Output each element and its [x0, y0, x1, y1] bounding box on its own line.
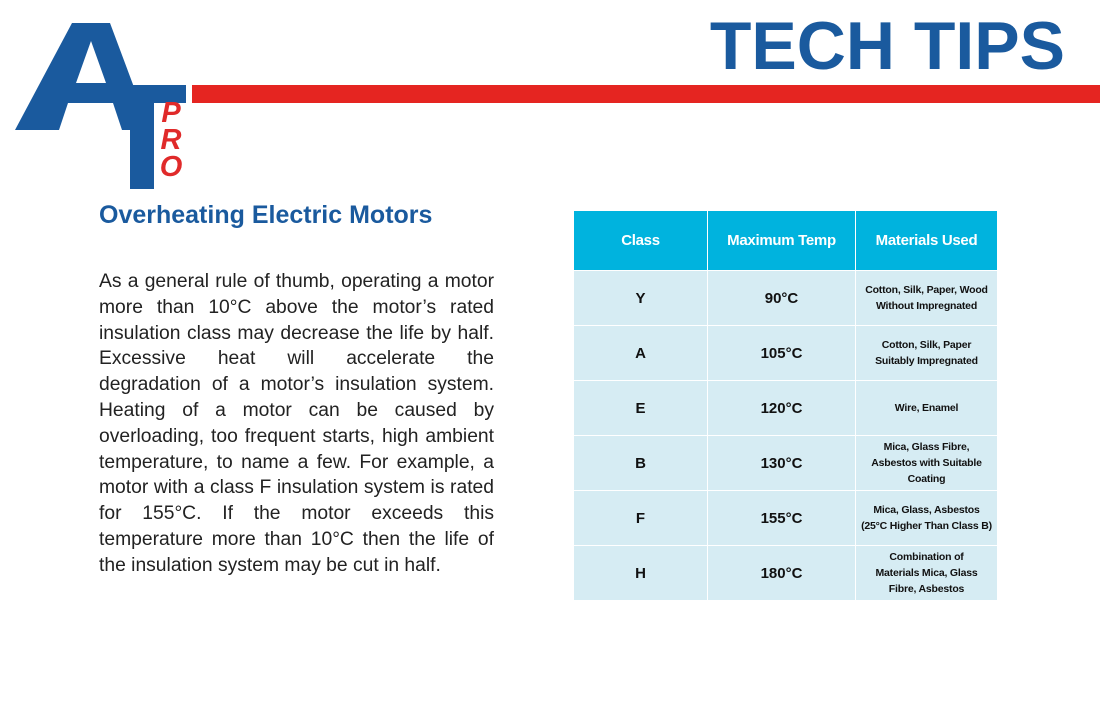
table-row: [574, 271, 998, 326]
materials-line: (25°C Higher Than Class B): [861, 520, 992, 532]
logo-pro-r: R: [160, 124, 182, 156]
table-row: [574, 381, 998, 436]
header-divider: [192, 85, 1100, 103]
cell-materials: [856, 491, 998, 546]
logo-pro-o: O: [159, 151, 183, 183]
materials-line: Mica, Glass Fibre,: [883, 441, 970, 453]
logo-letter-a: [10, 5, 150, 135]
table-row: [574, 491, 998, 546]
cell-class: E: [574, 381, 708, 436]
materials-line: Asbestos with Suitable: [871, 457, 982, 469]
page-header-title: TECH TIPS: [709, 8, 1065, 84]
logo-pro: [155, 97, 187, 183]
materials-line: Mica, Glass, Asbestos: [873, 504, 980, 516]
materials-line: Suitably Impregnated: [875, 355, 978, 367]
cell-max-temp: 155°C: [708, 491, 856, 546]
table-row: [574, 546, 998, 601]
cell-max-temp: 180°C: [708, 546, 856, 601]
cell-materials: [856, 436, 998, 491]
cell-max-temp: 130°C: [708, 436, 856, 491]
materials-line: Cotton, Silk, Paper: [881, 339, 972, 351]
insulation-class-table: [573, 210, 998, 601]
cell-max-temp: 90°C: [708, 271, 856, 326]
header-max-temp: Maximum Temp: [708, 211, 856, 271]
logo-pro-p: P: [161, 97, 181, 129]
materials-line: Fibre, Asbestos: [888, 583, 965, 595]
materials-line: Cotton, Silk, Paper, Wood: [865, 284, 988, 296]
materials-line: Materials Mica, Glass: [875, 567, 978, 579]
table-row: [574, 326, 998, 381]
materials-line: Wire, Enamel: [894, 402, 959, 414]
materials-line: Without Impregnated: [875, 300, 978, 312]
materials-line: Coating: [907, 473, 946, 485]
cell-materials: [856, 271, 998, 326]
logo-letter-t-stem: [130, 85, 154, 189]
header-class: Class: [574, 211, 708, 271]
cell-materials: [856, 326, 998, 381]
article-title: Overheating Electric Motors: [99, 201, 433, 229]
atpro-logo: [0, 0, 200, 200]
cell-class: H: [574, 546, 708, 601]
table-header-row: [574, 211, 998, 271]
cell-class: B: [574, 436, 708, 491]
materials-line: Combination of: [889, 551, 964, 563]
cell-max-temp: 105°C: [708, 326, 856, 381]
cell-class: A: [574, 326, 708, 381]
cell-materials: [856, 546, 998, 601]
cell-max-temp: 120°C: [708, 381, 856, 436]
cell-class: F: [574, 491, 708, 546]
table-row: [574, 436, 998, 491]
cell-materials: [856, 381, 998, 436]
article-body: As a general rule of thumb, operating a motor more than 10°C above the motor’s rated insulation class may decrease the life by half. Excessive heat will accelerate the degradation of a motor’s insulation system. Heating of a motor can be caused by overloading, too frequent starts, high ambient temperature, to name a few. For example, a motor with a class F insulation system is rated for 155°C. If the motor exceeds this temperature more than 10°C then the life of the insulation system may be cut in half.: [99, 271, 494, 576]
header-materials: Materials Used: [856, 211, 998, 271]
cell-class: Y: [574, 271, 708, 326]
